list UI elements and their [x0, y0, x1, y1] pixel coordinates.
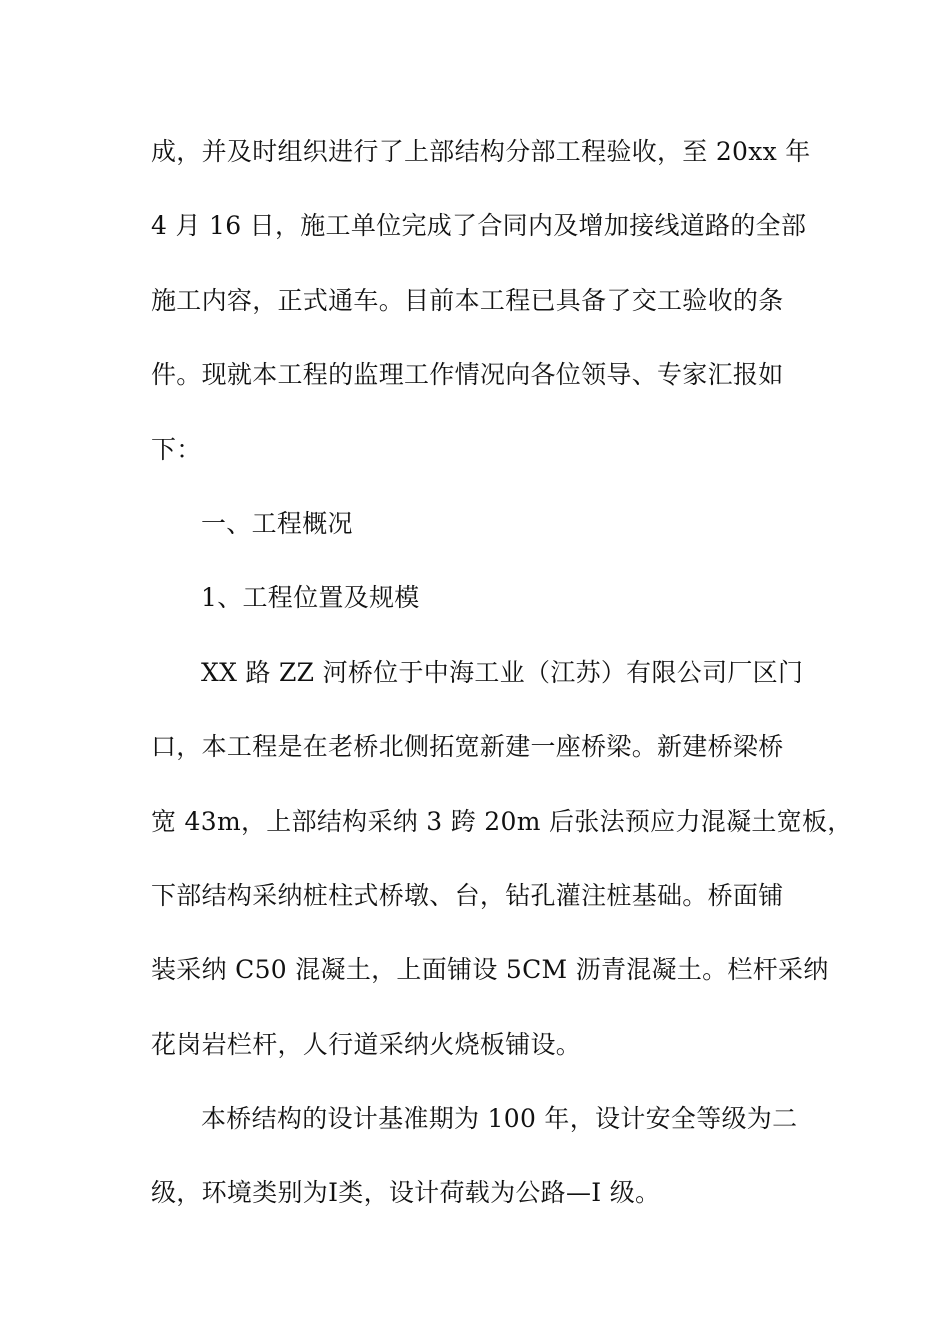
paragraph-start: 本桥结构的设计基准期为 100 年，设计安全等级为二	[201, 1104, 798, 1134]
text-line: 成，并及时组织进行了上部结构分部工程验收，至 20xx 年	[151, 137, 811, 166]
document-body	[151, 122, 853, 1238]
section-heading: 一、工程概况	[201, 508, 353, 538]
text-line: 下：	[151, 434, 202, 464]
text-line: 件。现就本工程的监理工作情况向各位领导、专家汇报如	[151, 360, 784, 390]
text-line: 口，本工程是在老桥北侧拓宽新建一座桥梁。新建桥梁桥	[151, 732, 784, 762]
text-line: 宽 43m，上部结构采纳 3 跨 20m 后张法预应力混凝土宽板，	[151, 806, 853, 836]
text-line: 4 月 16 日，施工单位完成了合同内及增加接线道路的全部	[151, 211, 807, 241]
text-line: 级，环境类别为Ⅰ类，设计荷载为公路—I 级。	[151, 1178, 661, 1208]
text-line: 下部结构采纳桩柱式桥墩、台，钻孔灌注桩基础。桥面铺	[151, 880, 784, 910]
text-line: 装采纳 C50 混凝土，上面铺设 5CM 沥青混凝土。栏杆采纳	[151, 955, 829, 985]
text-line: 施工内容，正式通车。目前本工程已具备了交工验收的条	[151, 285, 784, 315]
paragraph-start: XX 路 ZZ 河桥位于中海工业（江苏）有限公司厂区门	[201, 657, 804, 687]
text-line: 花岗岩栏杆，人行道采纳火烧板铺设。	[151, 1029, 582, 1059]
subsection-heading: 1、工程位置及规模	[201, 583, 420, 613]
